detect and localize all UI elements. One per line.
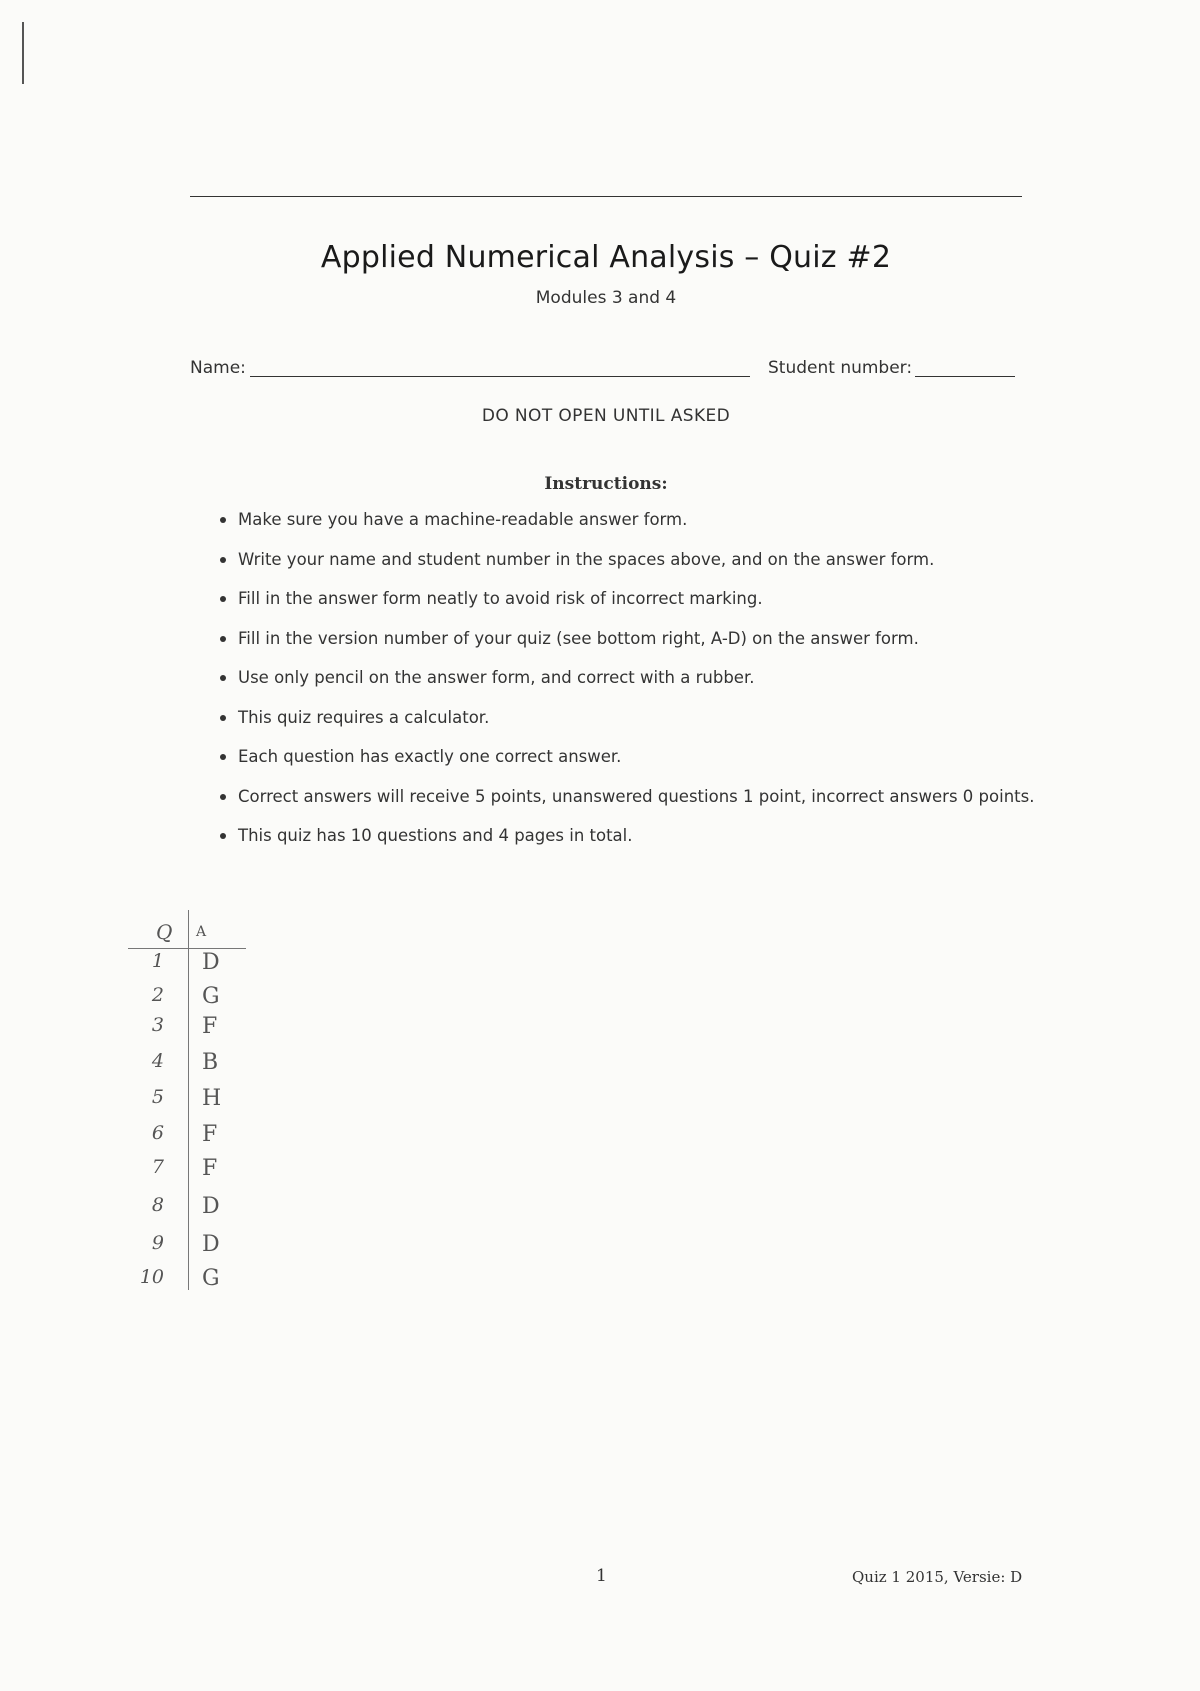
answer-row — [118, 1194, 258, 1226]
answer-row — [118, 1266, 258, 1298]
instructions-heading: Instructions: — [544, 474, 668, 494]
instruction-item — [218, 787, 1118, 827]
instruction-item — [218, 747, 1118, 787]
instruction-text: Each question has exactly one correct answer. — [238, 747, 622, 766]
bullet-icon — [220, 833, 226, 839]
answer-table-header-rule — [128, 948, 246, 949]
instruction-item — [218, 510, 1118, 550]
answer-row — [118, 1156, 258, 1188]
question-number: 10 — [139, 1266, 164, 1288]
identity-fields — [190, 358, 1016, 384]
page-subtitle: Modules 3 and 4 — [535, 288, 677, 308]
answer-row — [118, 1122, 258, 1154]
instruction-item — [218, 629, 1118, 669]
question-number: 1 — [151, 950, 164, 972]
bullet-icon — [220, 754, 226, 760]
answer-letter: G — [202, 1266, 220, 1291]
answer-letter: F — [202, 1122, 218, 1147]
instruction-item — [218, 826, 1118, 866]
answer-letter: D — [202, 1194, 220, 1219]
answer-letter: F — [202, 1014, 218, 1039]
instruction-text: Fill in the answer form neatly to avoid risk of incorrect marking. — [238, 589, 763, 608]
instruction-text: This quiz has 10 questions and 4 pages in total. — [238, 826, 633, 845]
question-number: 5 — [151, 1086, 164, 1108]
bullet-icon — [220, 557, 226, 563]
name-field[interactable] — [250, 376, 750, 377]
student-number-label: Student number: — [768, 358, 913, 378]
answer-letter: F — [202, 1156, 218, 1181]
answer-row — [118, 1086, 258, 1118]
answer-letter: D — [202, 950, 220, 975]
page-number: 1 — [596, 1566, 607, 1586]
quiz-version-label: Quiz 1 2015, Versie: D — [852, 1568, 1023, 1586]
instructions-list — [218, 510, 1118, 866]
answer-row — [118, 1050, 258, 1082]
bullet-icon — [220, 794, 226, 800]
question-number: 2 — [151, 984, 164, 1006]
question-number: 8 — [151, 1194, 164, 1216]
warning-notice: DO NOT OPEN UNTIL ASKED — [481, 406, 731, 426]
answer-row — [118, 1014, 258, 1046]
answer-table-header-a: A — [196, 924, 207, 940]
instruction-item — [218, 668, 1118, 708]
answer-row — [118, 950, 258, 982]
handwritten-answer-table — [118, 910, 258, 1310]
question-number: 3 — [151, 1014, 164, 1036]
answer-letter: D — [202, 1232, 220, 1257]
instruction-text: Make sure you have a machine-readable answer form. — [238, 510, 688, 529]
scan-margin-mark — [22, 22, 24, 84]
bullet-icon — [220, 675, 226, 681]
answer-letter: B — [202, 1050, 219, 1075]
bullet-icon — [220, 596, 226, 602]
instruction-item — [218, 550, 1118, 590]
bullet-icon — [220, 636, 226, 642]
header-rule — [190, 196, 1022, 197]
question-number: 4 — [151, 1050, 164, 1072]
instruction-item — [218, 589, 1118, 629]
instruction-text: Correct answers will receive 5 points, unanswered questions 1 point, incorrect answers 0 points. — [238, 786, 1035, 806]
student-number-field[interactable] — [915, 376, 1015, 377]
bullet-icon — [220, 517, 226, 523]
instruction-item — [218, 708, 1118, 748]
instruction-text: This quiz requires a calculator. — [238, 707, 490, 727]
bullet-icon — [220, 715, 226, 721]
instruction-text: Use only pencil on the answer form, and correct with a rubber. — [238, 668, 755, 687]
answer-table-header-q: Q — [156, 920, 173, 944]
answer-letter: H — [202, 1086, 222, 1111]
answer-row — [118, 984, 258, 1016]
instruction-text: Fill in the version number of your quiz (see bottom right, A-D) on the answer form. — [238, 628, 919, 648]
page-title: Applied Numerical Analysis – Quiz #2 — [320, 240, 892, 275]
instruction-text: Write your name and student number in the spaces above, and on the answer form. — [238, 549, 935, 569]
question-number: 9 — [151, 1232, 164, 1254]
name-label: Name: — [190, 358, 246, 378]
question-number: 6 — [151, 1122, 164, 1144]
question-number: 7 — [151, 1156, 164, 1178]
answer-row — [118, 1232, 258, 1264]
answer-letter: G — [202, 984, 220, 1009]
